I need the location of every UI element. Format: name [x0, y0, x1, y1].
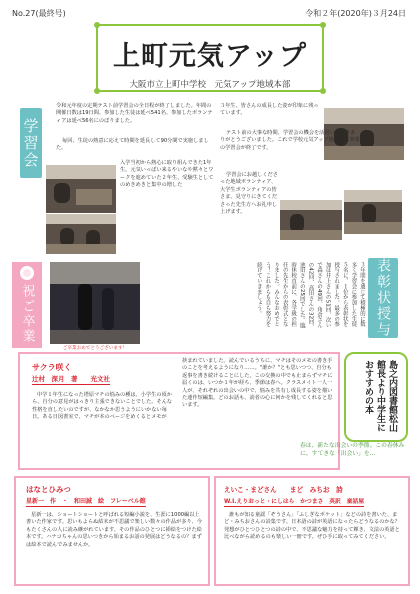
gakushukai-para2: 毎回、生徒の熱意に応えて時間を延長して90分間で実施しました。 — [56, 138, 209, 152]
sotsugyo-tag — [12, 262, 42, 348]
hyosho-tag-label: 表彰状授与 — [375, 258, 391, 338]
photo-study-1 — [46, 165, 116, 213]
sotsugyo-caption: ご卒業おめでとうございます！ — [62, 346, 128, 351]
page-title: 上町元気アップ — [112, 41, 308, 72]
gakushukai-para3: 入学当初から熱心に取り組んできた1年生。元気いっぱい来るやいなや黙々とワークを進めていた２年生、受験生としてのめきめきと集中の増した — [120, 160, 214, 189]
flower-icon — [20, 266, 34, 280]
sakura-title: サクラ咲く — [32, 363, 72, 372]
sakura-col1: 中学１年生になった塔原マチの悩みの種は、小学生の頃から、自分の意見がはっきり主張できないことでした。そんな性格を直したいのですが、なかなか思うようにいかない毎日。ある日図書室で、マチが本のページをめくるとメモが — [32, 392, 173, 421]
gakushukai-tag-label: 学習会 — [21, 117, 40, 169]
eiko-text: 誰もが知る童謡「ぞうさん」「ふしぎなポケット」などの詩を書いた、まど・みちおさんの詩集です。日本語の詩が英語になったらどうなるのかな？発想がひとつひとつの詩の中で、不思議な魅力を持って輝き、文法の英語と比べながら読めるのも楽しい一冊です。ぜひ手に取ってみてください。 — [224, 512, 400, 541]
gakushukai-para1: 令和元年度の定期テスト前学習会の全日程が終了しました。年間の開催日数は19日間、参加した生徒は延べ541名、参加したボランティアは延べ56名にのぼりました。 — [56, 103, 213, 124]
gakushukai-para4: ３年生、皆さんの成長した姿が印象に残っています。 — [220, 103, 319, 117]
issue-date: 令和２年(2020年)３月24日 — [305, 9, 406, 18]
hana-text: 星新一は、ショートショートと呼ばれる短編小説を、生涯に1000編以上書いた作家です。思いもよらぬ結末が不思議で楽しい数々の作品が多り、今もたくさんの人に読み継がれています。その作品のひとつに挿絵をつけた絵本です。ハナコちゃんの思いつきから始まるお話の発展はどうなるの？まずは絵本で読んでみませんか。 — [26, 512, 202, 548]
gakushukai-tag — [20, 108, 42, 178]
hana-author: 星新一 作 ・ 和田誠 絵 フレーベル館 — [26, 498, 146, 505]
photo-study-4 — [344, 190, 402, 234]
sakura-author: 辻村 深月 著 光文社 — [32, 375, 110, 383]
corner-dot — [94, 22, 100, 28]
book-sakura — [18, 352, 340, 470]
eiko-author: W.I.えりおっと・にしはら かつまさ 英訳 童話屋 — [224, 496, 364, 507]
season-note: 春は、新たな出会いの季節。この春休みに、すてきな「出会い」を… — [300, 443, 405, 457]
hana-title: はなとひみつ — [26, 485, 71, 494]
photo-graduation — [50, 262, 140, 344]
hyosho-tag — [368, 258, 398, 338]
sotsugyo-tag-label: 祝ご卒業 — [19, 284, 35, 344]
book-eiko — [214, 476, 410, 586]
corner-dot — [320, 22, 326, 28]
corner-dot — [320, 88, 326, 94]
title-box — [96, 24, 324, 92]
gakushukai-para5: テスト前の大事な時間、学習会の機会を活用いただきありがとうございました。これで学校元気アップ地域本部事業の学習会が終了です。 — [220, 130, 360, 151]
issue-number: No.27(最終号) — [12, 9, 66, 18]
book-hana — [14, 476, 210, 586]
shima-title: 島之内図書館松山館長より中学生におすすめの本 — [363, 360, 397, 432]
page-subtitle: 大阪市立上町中学校 元気アップ地域本部 — [129, 80, 291, 90]
shima-panel — [344, 352, 408, 442]
photo-study-5 — [280, 200, 342, 240]
photo-study-2 — [46, 214, 116, 254]
eiko-title: えいこ・まどさん まど みちお 詩 — [224, 486, 343, 494]
hyosho-text: ３年間を通じて積極的に数多く学習会に参加した生徒５名に、１位から表彰状を授与されました。最多の参加は井上さんの51回、次いで森さんの49回、角倉さんの42回、高田さんの32回、池田さんの25回でした。臨時休校直前に、各学級の担任の先生からの表彰式となりました。みんなおめでとう！これからも自ら努力を続けていきましょう。 — [255, 262, 365, 330]
gakushukai-para6: 学習会にお越しくださった地域ボランティア、大学生ボランティアの皆さま、見守りにきてくださった先生方へお礼申し上げます。 — [220, 172, 278, 216]
sakura-col2: 挟まれていました。読んでいるうちに、マチはそのメモの書き手のことを考えるようになり……。"誰か？"とも思いつつ、自分も返事を書き続けることにした。この交換の中でも止まらずマチに届くのは、いつか１年が経ち、季節は春へ。クラスメイト一人一人が、それぞれの出会いの中で、悩みを共有し成長する姿を描いた連作短編集。どのお話も、読者の心に何かを残してくれると思います。 — [182, 358, 333, 409]
corner-dot — [94, 88, 100, 94]
